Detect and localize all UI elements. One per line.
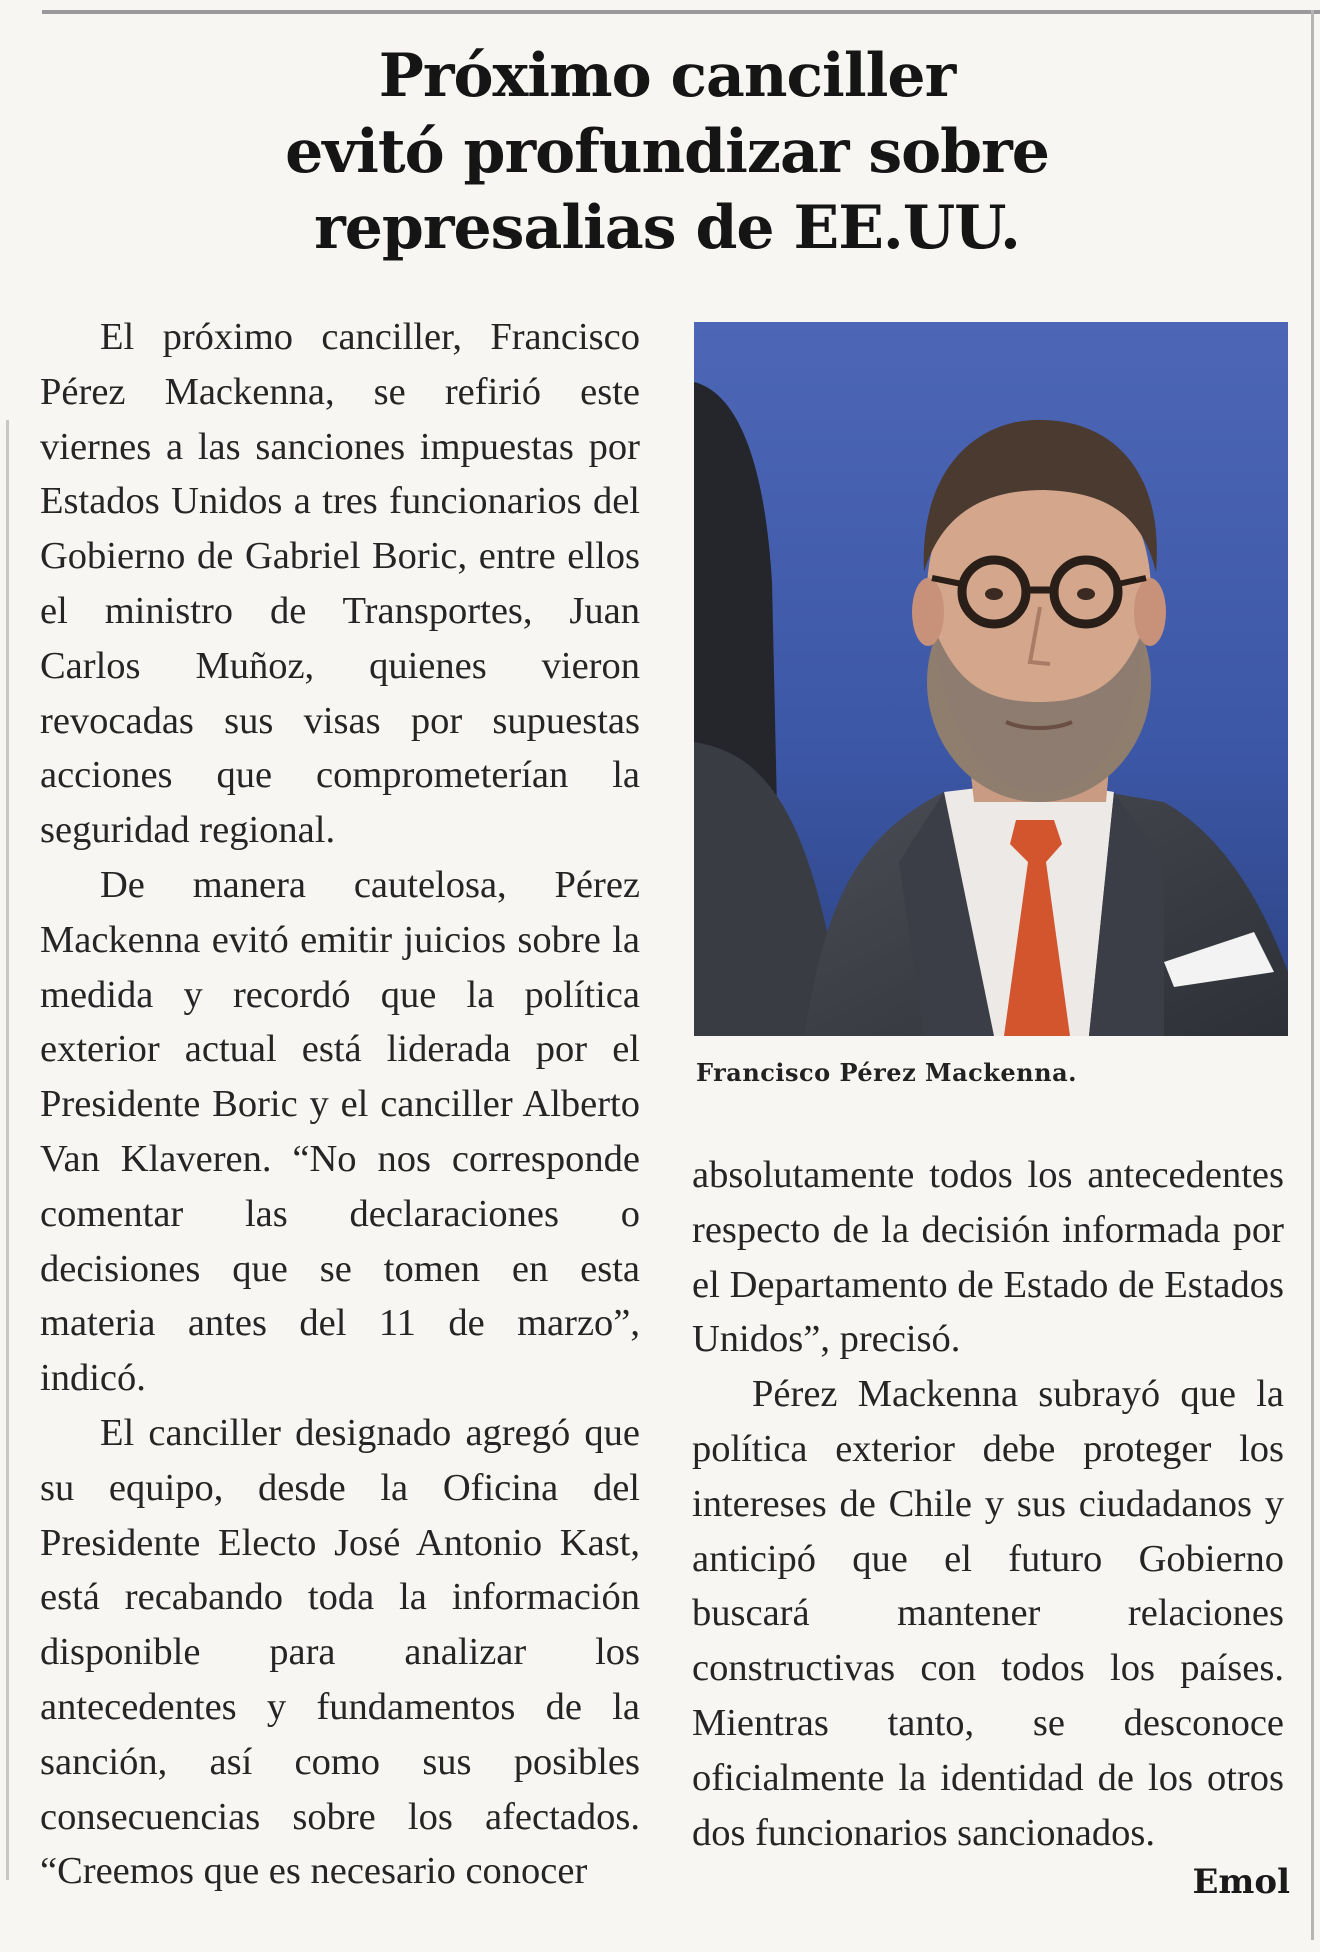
body-paragraph-4: Pérez Mackenna subrayó que la política exterior debe proteger los intereses de Chile y sus ciudadanos y anticipó que el futuro Gobierno buscará mantener relaciones constructivas con todos los países. Mientras tanto, se desconoce oficialmente la identidad de los otros dos funcionarios sancionados.	[692, 1373, 1284, 1854]
body-paragraph-1: El próximo canciller, Francisco Pérez Mackenna, se refirió este viernes a las sanciones impuestas por Estados Unidos a tres funcionarios del Gobierno de Gabriel Boric, entre ellos el ministro de Transportes, Juan Carlos Muñoz, quienes vieron revocadas sus visas por supuestas acciones que comprometerían la seguridad regional.	[40, 316, 640, 852]
article-headline	[42, 38, 1292, 266]
article-body-left-column	[40, 310, 640, 1899]
page-left-rule	[6, 420, 9, 1880]
body-paragraph-3-continued: absolutamente todos los antecedentes respecto de la decisión informada por el Departamento de Estado de Estados Unidos”, precisó.	[692, 1154, 1284, 1361]
photo-caption: Francisco Pérez Mackenna.	[696, 1058, 1077, 1087]
headline-line-2: evitó profundizar sobre	[285, 117, 1049, 187]
portrait-photo	[694, 322, 1288, 1036]
article-body-right-column	[692, 1148, 1284, 1860]
portrait-illustration	[694, 322, 1288, 1036]
page-right-rule	[1311, 10, 1314, 1940]
headline-line-1: Próximo canciller	[378, 41, 956, 111]
headline-line-3: represalias de EE.UU.	[314, 193, 1020, 263]
body-paragraph-2: De manera cautelosa, Pérez Mackenna evitó emitir juicios sobre la medida y recordó que la política exterior actual está liderada por el Presidente Boric y el canciller Alberto Van Klaveren. “No nos corresponde comentar las declaraciones o decisiones que se tomen en esta materia antes del 11 de marzo”, indicó.	[40, 863, 640, 1400]
article-source: Emol	[1192, 1862, 1290, 1902]
body-paragraph-3: El canciller designado agregó que su equipo, desde la Oficina del Presidente Electo José Antonio Kast, está recabando toda la información disponible para analizar los antecedentes y fundamentos de la sanción, así como sus posibles consecuencias sobre los afectados. “Creemos que es necesario conocer	[40, 1411, 640, 1893]
page-top-rule	[42, 10, 1320, 14]
